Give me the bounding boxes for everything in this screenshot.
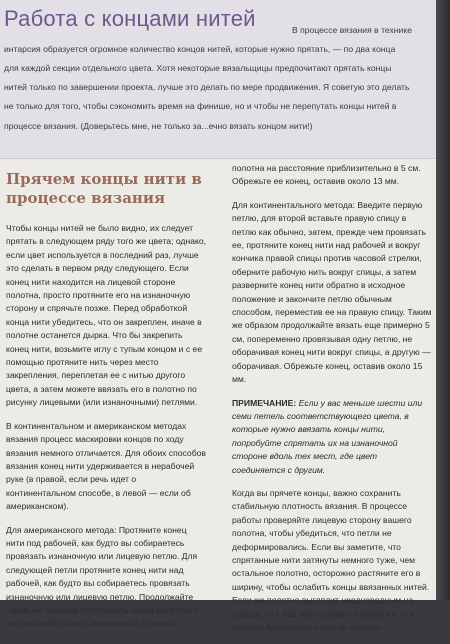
page-title: Работа с концами нитей: [4, 6, 256, 31]
body-paragraph: Чтобы концы нитей не было видно, их следует прятать в следующем ряду того же цвета; однако, если цвет используется в последний раз, лучше это сделать в первом ряду следующего. Если конец нити находится на лицевой стороне полотна, просто протяните его на изнаночную сторону и спрячьте позже. Перед обработкой конца нити убедитесь, что он закреплен, иначе в полотне останется дырка. Что бы закрепить конец нити, возьмите иглу с тупым концом и с ее помощью протяните нить через место закрепления, переплетая ее с нитью другого цвета, а затем можете ввязать его в полотно по рисунку лицевыми (или изнаночными) петлями.: [6, 223, 206, 408]
intro-line: интарсия образуется огромное количество концов нитей, которые нужно прятать, — по два конца: [4, 44, 396, 54]
intro-line: не только для того, чтобы сэкономить время на финише, но и чтобы не перепутать концы нитей в: [4, 101, 397, 111]
intro-panel: [0, 0, 436, 158]
intro-line: для каждой секции отдельного цвета. Хотя некоторые вязальщицы предпочитают прятать концы: [4, 63, 392, 73]
body-paragraph: В континентальном и американском методах вязания процесс маскировки концов по ходу вязания немного отличается. Для обоих способов вязания конец нити удерживается в нерабочей руке (в правой, если речь идет о континентальном способе, в левой — если об американском).: [6, 420, 206, 512]
body-paragraph: Когда вы прячете концы, важно сохранить стабильную плотность вязания. В процессе работы проверяйте лицевую сторону вашего полотна, чтобы убедиться, что петли не деформировались. Если вы заметите, что спрятанные нити затянуты немного туже, чем остальное полотно, осторожно растяните его в ширину, чтобы ослабить концы ввязанных нитей. Если же полотно выглядит неоднородным на спицах, то в без него останется таким же — и никакая блокировка этого не изменит.: [232, 487, 430, 632]
body-paragraph: Для американского метода: Протяните конец нити под рабочей, как будто вы собираетесь провязать изнаночную или лицевую петлю. Для следующей петли протяните конец нити над рабочей, как будто вы собираетесь провязать изнаночную или лицевую петлю. Продолжайте таким же образом протягивать конец нити под и над рабочей нитью с изнаночной стороны: [6, 524, 199, 629]
intro-line: процессе вязания. (Доверьтесь мне, не только за...ечно вязать концом нити!): [4, 121, 313, 131]
note-paragraph: [232, 397, 432, 477]
note-label: ПРИМЕЧАНИЕ:: [232, 397, 297, 408]
note-text: Если у вас меньше шести или семи петель соответствующего цвета, в которые нужно ввязать концы нити, попробуйте спрятать их на изнаночной стороне вдоль тех мест, где цвет соединяется с другим.: [232, 397, 423, 475]
right-column: [232, 162, 432, 644]
page-edge-shadow: [436, 0, 450, 600]
section-divider: [0, 158, 436, 159]
section-title: Прячем концы нити в процессе вязания: [6, 170, 202, 207]
intro-line: В процессе вязания в технике: [292, 25, 412, 35]
body-paragraph: полотна на расстояние приблизительно в 5 см. Обрежьте ее конец, оставив около 13 мм.: [232, 163, 421, 187]
intro-line: нитей только по завершении проекта, лучше это делать по мере продвижения. Я советую это делать: [4, 82, 410, 92]
body-paragraph: Для континентального метода: Введите первую петлю, для второй вставьте правую спицу в петлю как обычно, затем, прежде чем провязать ее, протяните конец нити над рабочей и вокруг кончика правой спицы против часовой стрелки, оберните рабочую нить вокруг спицы, а затем разверните конец нити обратно в исходное положение и закончите петлю обычным способом, переместив ее на правую спицу. Таким же образом продолжайте вязать еще примерно 5 см, попеременно провязывая одну петлю, не оборачивая конец нити вокруг спицы, а другую — оборачивая. Обрежьте конец, оставив около 15 мм.: [232, 199, 432, 385]
left-column: [6, 170, 206, 641]
